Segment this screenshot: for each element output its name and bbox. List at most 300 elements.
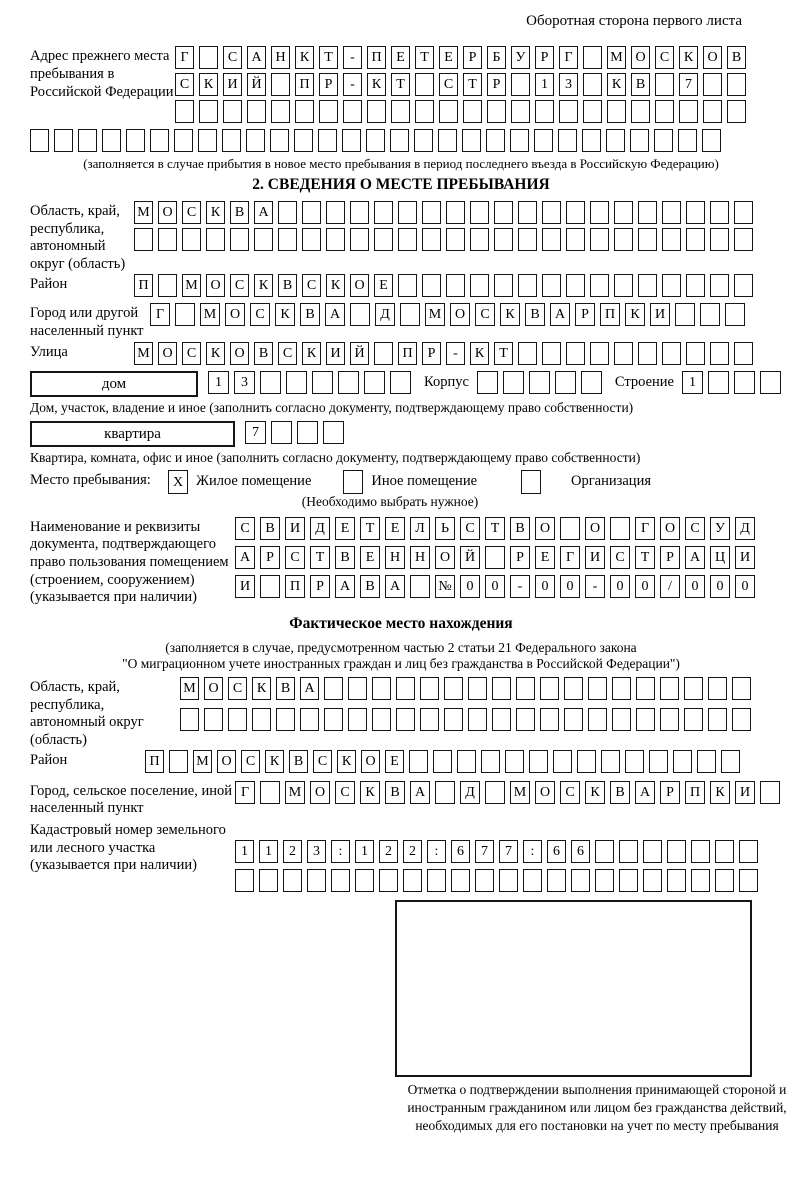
char-cell: Е: [385, 750, 404, 773]
actual-district-label: Район: [30, 751, 68, 768]
char-cell: [612, 708, 631, 731]
char-cell: К: [470, 342, 489, 365]
char-cell: Т: [319, 46, 338, 69]
char-cell: [318, 129, 337, 152]
char-cell: Е: [535, 546, 555, 569]
char-cell: В: [525, 303, 545, 326]
char-cell: [631, 100, 650, 123]
char-cell: [686, 201, 705, 224]
prev-address-row-4: [30, 129, 772, 152]
city-row: [150, 303, 750, 326]
char-cell: [451, 869, 470, 892]
char-cell: Б: [487, 46, 506, 69]
char-cell: [518, 342, 537, 365]
char-cell: [396, 708, 415, 731]
char-cell: О: [450, 303, 470, 326]
char-cell: [223, 100, 242, 123]
char-cell: [542, 201, 561, 224]
char-cell: [468, 708, 487, 731]
char-cell: У: [710, 517, 730, 540]
char-cell: [505, 750, 524, 773]
char-cell: О: [435, 546, 455, 569]
prev-address-rows: [175, 46, 751, 127]
house-box-label: дом: [30, 371, 198, 397]
char-cell: 2: [283, 840, 302, 863]
char-cell: [523, 869, 542, 892]
char-cell: [175, 100, 194, 123]
char-cell: [686, 342, 705, 365]
char-cell: К: [326, 274, 345, 297]
char-cell: 3: [307, 840, 326, 863]
char-cell: 1: [259, 840, 278, 863]
char-cell: Г: [559, 46, 578, 69]
char-cell: С: [241, 750, 260, 773]
char-cell: В: [254, 342, 273, 365]
char-cell: [739, 869, 758, 892]
district-block: [30, 274, 772, 301]
char-cell: [158, 228, 177, 251]
char-cell: [228, 708, 247, 731]
char-cell: [372, 677, 391, 700]
char-cell: [667, 869, 686, 892]
char-cell: [485, 781, 505, 804]
char-cell: Г: [150, 303, 170, 326]
char-cell: [494, 201, 513, 224]
char-cell: [710, 228, 729, 251]
char-cell: К: [710, 781, 730, 804]
char-cell: В: [360, 575, 380, 598]
document-row-2: [235, 546, 760, 569]
char-cell: [638, 342, 657, 365]
char-cell: [182, 228, 201, 251]
char-cell: 0: [635, 575, 655, 598]
char-cell: -: [343, 73, 362, 96]
char-cell: [708, 708, 727, 731]
char-cell: [601, 750, 620, 773]
char-cell: -: [446, 342, 465, 365]
char-cell: [364, 371, 385, 394]
char-cell: И: [285, 517, 305, 540]
char-cell: [703, 100, 722, 123]
char-cell: [374, 201, 393, 224]
char-cell: [760, 371, 781, 394]
char-cell: С: [230, 274, 249, 297]
char-cell: [204, 708, 223, 731]
char-cell: [78, 129, 97, 152]
char-cell: [535, 100, 554, 123]
char-cell: М: [200, 303, 220, 326]
stay-type-label: Место пребывания:: [30, 472, 151, 489]
actual-region-row-1: [180, 677, 756, 700]
char-cell: [727, 100, 746, 123]
char-cell: В: [335, 546, 355, 569]
char-cell: И: [235, 575, 255, 598]
char-cell: [169, 750, 188, 773]
char-cell: [446, 201, 465, 224]
prev-address-label: Адрес прежнего места пребывания в Российской Федерации: [30, 48, 174, 100]
char-cell: А: [300, 677, 319, 700]
char-cell: П: [600, 303, 620, 326]
char-cell: [638, 201, 657, 224]
char-cell: Й: [247, 73, 266, 96]
char-cell: [485, 546, 505, 569]
char-cell: Е: [385, 517, 405, 540]
char-cell: И: [735, 546, 755, 569]
char-cell: П: [367, 46, 386, 69]
char-cell: И: [735, 781, 755, 804]
actual-city-label: Город, сельское поселение, иной населенный пункт: [30, 782, 233, 817]
char-cell: Т: [310, 546, 330, 569]
char-cell: А: [235, 546, 255, 569]
char-cell: О: [310, 781, 330, 804]
char-cell: Е: [374, 274, 393, 297]
char-cell: Н: [271, 46, 290, 69]
char-cell: [470, 201, 489, 224]
char-cell: [566, 228, 585, 251]
street-row: [134, 342, 758, 365]
stay-other-label: Иное помещение: [371, 473, 478, 490]
city-block: [30, 303, 772, 340]
char-cell: [595, 869, 614, 892]
char-cell: [422, 201, 441, 224]
char-cell: [134, 228, 153, 251]
char-cell: [433, 750, 452, 773]
char-cell: [470, 228, 489, 251]
char-cell: [175, 303, 195, 326]
char-cell: [499, 869, 518, 892]
char-cell: Р: [660, 546, 680, 569]
char-cell: [614, 274, 633, 297]
region-rows: [134, 201, 758, 255]
char-cell: К: [295, 46, 314, 69]
char-cell: А: [247, 46, 266, 69]
char-cell: [734, 228, 753, 251]
char-cell: [516, 677, 535, 700]
char-cell: М: [607, 46, 626, 69]
char-cell: О: [631, 46, 650, 69]
char-cell: А: [254, 201, 273, 224]
char-cell: О: [535, 517, 555, 540]
char-cell: К: [607, 73, 626, 96]
char-cell: [366, 129, 385, 152]
char-cell: [294, 129, 313, 152]
actual-region-block: [30, 677, 772, 750]
char-cell: [198, 129, 217, 152]
char-cell: [630, 129, 649, 152]
char-cell: [435, 781, 455, 804]
char-cell: [439, 100, 458, 123]
char-cell: :: [331, 840, 350, 863]
char-cell: [246, 129, 265, 152]
char-cell: Ь: [435, 517, 455, 540]
char-cell: С: [182, 342, 201, 365]
region-row-2: [134, 228, 758, 251]
char-cell: [607, 100, 626, 123]
char-cell: [558, 129, 577, 152]
char-cell: М: [134, 201, 153, 224]
char-cell: Т: [391, 73, 410, 96]
cadastre-row-1: [235, 840, 763, 863]
char-cell: [708, 371, 729, 394]
char-cell: [566, 342, 585, 365]
char-cell: [540, 677, 559, 700]
char-cell: [230, 228, 249, 251]
char-cell: [534, 129, 553, 152]
char-cell: О: [230, 342, 249, 365]
char-cell: Р: [487, 73, 506, 96]
char-cell: [400, 303, 420, 326]
char-cell: М: [425, 303, 445, 326]
char-cell: К: [265, 750, 284, 773]
char-cell: [338, 371, 359, 394]
document-row-1: [235, 517, 760, 540]
char-cell: [566, 274, 585, 297]
char-cell: [278, 201, 297, 224]
char-cell: 0: [710, 575, 730, 598]
char-cell: [415, 100, 434, 123]
char-cell: В: [385, 781, 405, 804]
stay-type-note: (Необходимо выбрать нужное): [301, 494, 479, 510]
char-cell: [398, 228, 417, 251]
cadastre-rows: [235, 820, 763, 896]
stay-type-block: [30, 470, 772, 494]
district-label: Район: [30, 275, 68, 292]
char-cell: О: [225, 303, 245, 326]
char-cell: 1: [235, 840, 254, 863]
char-cell: Н: [385, 546, 405, 569]
char-cell: [625, 750, 644, 773]
char-cell: М: [510, 781, 530, 804]
char-cell: К: [252, 677, 271, 700]
char-cell: С: [685, 517, 705, 540]
char-cell: [588, 708, 607, 731]
char-cell: Т: [463, 73, 482, 96]
char-cell: О: [158, 342, 177, 365]
char-cell: [278, 228, 297, 251]
char-cell: О: [585, 517, 605, 540]
document-block: [30, 517, 772, 607]
char-cell: [470, 274, 489, 297]
char-cell: [350, 228, 369, 251]
char-cell: 0: [535, 575, 555, 598]
char-cell: [566, 201, 585, 224]
char-cell: [654, 129, 673, 152]
char-cell: М: [285, 781, 305, 804]
char-cell: [727, 73, 746, 96]
char-cell: [564, 708, 583, 731]
char-cell: [710, 201, 729, 224]
char-cell: [391, 100, 410, 123]
prev-address-row-2: [175, 73, 751, 96]
char-cell: [734, 371, 755, 394]
char-cell: А: [335, 575, 355, 598]
char-cell: [475, 869, 494, 892]
char-cell: С: [439, 73, 458, 96]
char-cell: 0: [735, 575, 755, 598]
char-cell: 0: [610, 575, 630, 598]
char-cell: [302, 228, 321, 251]
char-cell: [481, 750, 500, 773]
char-cell: М: [134, 342, 153, 365]
char-cell: [300, 708, 319, 731]
char-cell: [444, 708, 463, 731]
char-cell: [583, 100, 602, 123]
char-cell: [235, 869, 254, 892]
char-cell: [510, 129, 529, 152]
char-cell: [295, 100, 314, 123]
char-cell: [398, 274, 417, 297]
char-cell: [643, 869, 662, 892]
char-cell: 1: [355, 840, 374, 863]
char-cell: [422, 228, 441, 251]
char-cell: [518, 228, 537, 251]
char-cell: П: [285, 575, 305, 598]
char-cell: [732, 677, 751, 700]
char-cell: [553, 750, 572, 773]
char-cell: К: [500, 303, 520, 326]
char-cell: [446, 228, 465, 251]
char-cell: О: [350, 274, 369, 297]
char-cell: К: [360, 781, 380, 804]
char-cell: [270, 129, 289, 152]
char-cell: [715, 840, 734, 863]
char-cell: [660, 677, 679, 700]
char-cell: [438, 129, 457, 152]
char-cell: Т: [494, 342, 513, 365]
char-cell: С: [235, 517, 255, 540]
char-cell: [667, 840, 686, 863]
region-label: Область, край, республика, автономный округ (область): [30, 203, 126, 273]
char-cell: Й: [350, 342, 369, 365]
char-cell: [529, 750, 548, 773]
char-cell: С: [175, 73, 194, 96]
region-row-1: [134, 201, 758, 224]
char-cell: [222, 129, 241, 152]
char-cell: [660, 708, 679, 731]
char-cell: Й: [460, 546, 480, 569]
char-cell: С: [228, 677, 247, 700]
char-cell: [297, 421, 318, 444]
char-cell: [457, 750, 476, 773]
char-cell: [559, 100, 578, 123]
char-cell: [678, 129, 697, 152]
char-cell: [636, 677, 655, 700]
char-cell: К: [206, 201, 225, 224]
char-cell: 6: [547, 840, 566, 863]
page-header-note: Оборотная сторона первого листа: [526, 13, 742, 29]
char-cell: П: [295, 73, 314, 96]
char-cell: [260, 371, 281, 394]
char-cell: С: [313, 750, 332, 773]
char-cell: [703, 73, 722, 96]
char-cell: [697, 750, 716, 773]
char-cell: [307, 869, 326, 892]
stay-residential-label: Жилое помещение: [196, 473, 312, 490]
char-cell: [691, 840, 710, 863]
char-cell: [540, 708, 559, 731]
korpus-row: [477, 371, 607, 394]
char-cell: Р: [575, 303, 595, 326]
char-cell: [734, 342, 753, 365]
char-cell: К: [679, 46, 698, 69]
char-cell: 1: [682, 371, 703, 394]
char-cell: С: [335, 781, 355, 804]
char-cell: Д: [735, 517, 755, 540]
char-cell: [702, 129, 721, 152]
stroenie-row: [682, 371, 786, 394]
char-cell: В: [510, 517, 530, 540]
char-cell: [686, 274, 705, 297]
char-cell: И: [585, 546, 605, 569]
char-cell: Р: [310, 575, 330, 598]
char-cell: [516, 708, 535, 731]
char-cell: [102, 129, 121, 152]
document-row-3: [235, 575, 760, 598]
char-cell: [721, 750, 740, 773]
char-cell: [715, 869, 734, 892]
char-cell: [547, 869, 566, 892]
char-cell: [595, 840, 614, 863]
char-cell: [614, 201, 633, 224]
char-cell: [126, 129, 145, 152]
char-cell: В: [727, 46, 746, 69]
char-cell: В: [276, 677, 295, 700]
char-cell: [390, 129, 409, 152]
char-cell: К: [254, 274, 273, 297]
char-cell: [494, 228, 513, 251]
char-cell: [590, 201, 609, 224]
char-cell: [610, 517, 630, 540]
char-cell: [638, 228, 657, 251]
char-cell: Р: [510, 546, 530, 569]
char-cell: [734, 201, 753, 224]
char-cell: [283, 869, 302, 892]
char-cell: С: [250, 303, 270, 326]
char-cell: Р: [319, 73, 338, 96]
char-cell: [276, 708, 295, 731]
char-cell: [342, 129, 361, 152]
char-cell: С: [475, 303, 495, 326]
char-cell: [649, 750, 668, 773]
char-cell: Г: [175, 46, 194, 69]
char-cell: К: [275, 303, 295, 326]
char-cell: [247, 100, 266, 123]
char-cell: [679, 100, 698, 123]
char-cell: [614, 228, 633, 251]
char-cell: [686, 228, 705, 251]
char-cell: [324, 708, 343, 731]
char-cell: 7: [475, 840, 494, 863]
char-cell: [254, 228, 273, 251]
char-cell: Л: [410, 517, 430, 540]
char-cell: [372, 708, 391, 731]
char-cell: [420, 708, 439, 731]
char-cell: Н: [410, 546, 430, 569]
char-cell: [367, 100, 386, 123]
char-cell: А: [410, 781, 430, 804]
house-note: Дом, участок, владение и иное (заполнить согласно документу, подтверждающему право собственности): [30, 400, 634, 416]
char-cell: Р: [463, 46, 482, 69]
char-cell: [503, 371, 524, 394]
char-cell: [350, 201, 369, 224]
char-cell: [655, 100, 674, 123]
char-cell: 2: [403, 840, 422, 863]
char-cell: 6: [571, 840, 590, 863]
char-cell: [487, 100, 506, 123]
char-cell: О: [703, 46, 722, 69]
char-cell: Р: [260, 546, 280, 569]
char-cell: :: [427, 840, 446, 863]
